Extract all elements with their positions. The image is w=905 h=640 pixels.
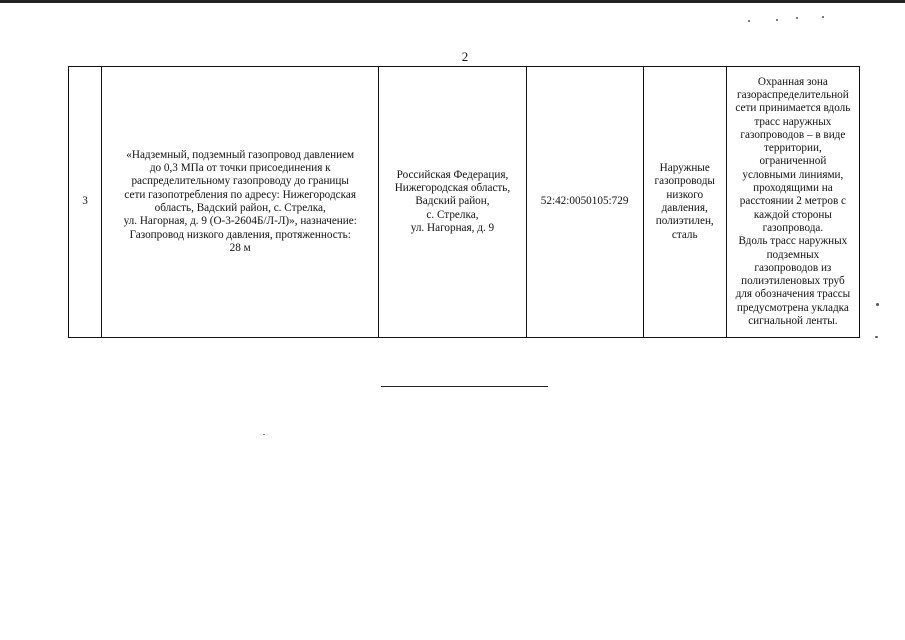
closing-rule [381, 386, 548, 387]
scan-speck [748, 20, 750, 22]
cadastral-number: 52:42:0050105:729 [540, 195, 629, 208]
object-name: «Надземный, подземный газопровод давлением до 0,3 МПа от точки присоединения к распределительному газопроводу до границы сети газопотребления по адресу: Нижегородская область, Вадский район, с. Стрелка, ул. Нагорная, д. 9 (О-3-2604Б/Л-Л)», назначение: Газопровод низкого давления, протяженность: 28 м [123, 148, 357, 254]
row-index-cell [69, 67, 102, 338]
row-index: 3 [82, 195, 88, 208]
scan-speck [263, 434, 265, 435]
object-type: Наружные газопроводы низкого давления, полиэтилен, сталь [654, 162, 715, 241]
object-name-cell [102, 67, 379, 338]
object-type-cell [643, 67, 726, 338]
scan-speck [796, 17, 798, 19]
scan-speck [776, 19, 778, 21]
scan-speck [876, 303, 879, 306]
page-number: 2 [461, 49, 469, 64]
protection-zone-cell [726, 67, 859, 338]
address-cell [379, 67, 526, 338]
protection-zone-text: Охранная зона газораспределительной сети принимается вдоль трасс наружных газопроводов – в виде территории, ограниченной условными линиями, проходящими на расстоянии 2 метров с каждой стороны газопровода. Вдоль трасс наружных подземных газопроводов из полиэтиленовых труб для обозначения трассы предусмотрена укладка сигнальной ленты. [735, 75, 851, 328]
object-address: Российская Федерация, Нижегородская область, Вадский район, с. Стрелка, ул. Нагорная, д. 9 [394, 168, 511, 234]
scan-speck [875, 336, 878, 338]
scan-speck [822, 16, 824, 18]
cadastral-cell [526, 67, 643, 338]
scan-top-edge [0, 0, 905, 3]
register-table [68, 66, 860, 338]
table-row [69, 67, 860, 338]
